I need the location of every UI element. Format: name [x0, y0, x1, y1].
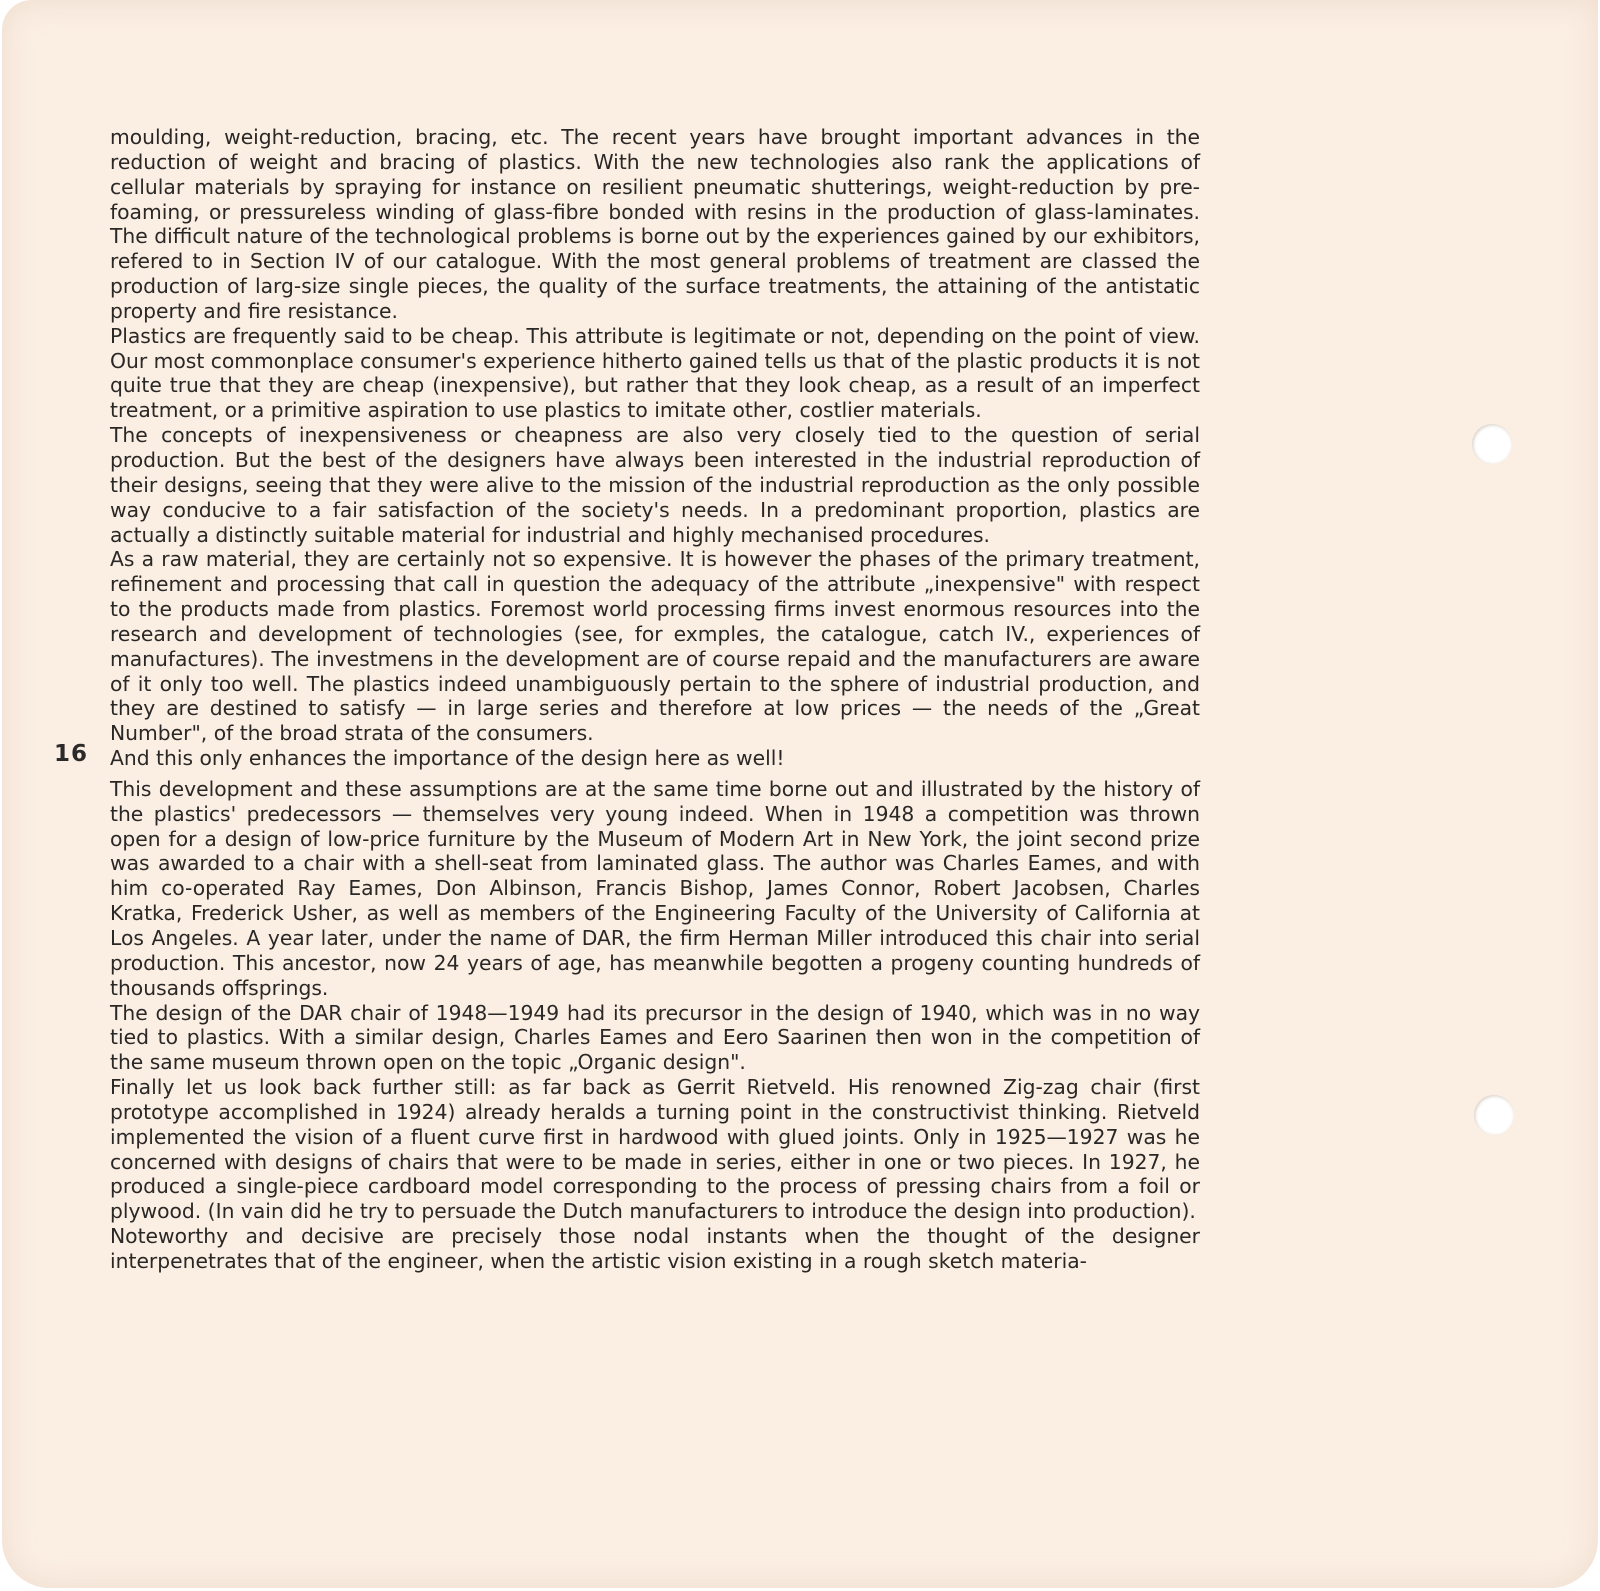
- paragraph-serial-production: The concepts of inexpensiveness or cheapness are also very closely tied to the question of serial production. But the best of the designers have always been interested in the industrial reproduction of their designs, seeing that they were alive to the mission of the industrial reproduction as the only possible way conducive to a fair satisfaction of the society's needs. In a predominant proportion, plastics are actually a distinctly suitable material for industrial and highly mechanised procedures.: [110, 423, 1200, 547]
- page-sheet: [2, 0, 1598, 1588]
- paragraph-raw-material: As a raw material, they are certainly not so expensive. It is however the phases of the primary treatment, refinement and processing that call in question the adequacy of the attribute „inexpensive" with respect to the products made from plastics. Foremost world processing firms invest enormous resources into the research and development of technologies (see, for exmples, the catalogue, catch IV., experiences of manufactures). The investmens in the development are of course repaid and the manufacturers are aware of it only too well. The plastics indeed unambiguously pertain to the sphere of industrial production, and they are destined to satisfy — in large series and therefore at low prices — the needs of the „Great Number", of the broad strata of the consumers.: [110, 547, 1200, 746]
- paragraph-dar-chair: The design of the DAR chair of 1948—1949 had its precursor in the design of 1940, which was in no way tied to plastics. With a similar design, Charles Eames and Eero Saarinen then won in the competition of the same museum thrown open on the topic „Organic design".: [110, 1000, 1200, 1075]
- punch-hole-top: [1472, 424, 1512, 464]
- punch-hole-bottom: [1474, 1095, 1514, 1135]
- paragraph-nodal-instants: Noteworthy and decisive are precisely those nodal instants when the thought of the designer interpenetrates that of the engineer, when the artistic vision existing in a rough sketch materia-: [110, 1224, 1200, 1273]
- paragraph-cheap: Plastics are frequently said to be cheap. This attribute is legitimate or not, depending on the point of view. Our most commonplace consumer's experience hitherto gained tells us that of the plastic products it is not quite true that they are cheap (inexpensive), but rather that they look cheap, as a result of an imperfect treatment, or a primitive aspiration to use plastics to imitate other, costlier materials.: [110, 323, 1200, 423]
- paragraph-moulding: moulding, weight-reduction, bracing, etc. The recent years have brought important advances in the reduction of weight and bracing of plastics. With the new technologies also rank the applications of cellular materials by spraying for instance on resilient pneumatic shutterings, weight-reduction by pre-foaming, or pressureless winding of glass-fibre bonded with resins in the production of glass-laminates. The difficult nature of the technological problems is borne out by the experiences gained by our exhibitors, refered to in Section IV of our catalogue. With the most general problems of treatment are classed the production of larg-size single pieces, the quality of the surface treatments, the attaining of the antistatic property and fire resistance.: [110, 125, 1200, 323]
- body-text: [110, 125, 1200, 1274]
- paragraph-design-importance: And this only enhances the importance of the design here as well!: [110, 746, 785, 771]
- paragraph-rietveld: Finally let us look back further still: as far back as Gerrit Rietveld. His renowned Zig-zag chair (first prototype accomplished in 1924) already heralds a turning point in the constructivist thinking. Rietveld implemented the vision of a fluent curve first in hardwood with glued joints. Only in 1925—1927 was he concerned with designs of chairs that were to be made in series, either in one or two pieces. In 1927, he produced a single-piece cardboard model corresponding to the process of pressing chairs from a foil or plywood. (In vain did he try to persuade the Dutch manufacturers to introduce the design into production).: [110, 1075, 1200, 1224]
- paragraph-history: This development and these assumptions are at the same time borne out and illustrated by the history of the plastics' predecessors — themselves very young indeed. When in 1948 a competition was thrown open for a design of low-price furniture by the Museum of Modern Art in New York, the joint second prize was awarded to a chair with a shell-seat from laminated glass. The author was Charles Eames, and with him co-operated Ray Eames, Don Albinson, Francis Bishop, James Connor, Robert Jacobsen, Charles Kratka, Frederick Usher, as well as members of the Engineering Faculty of the University of California at Los Angeles. A year later, under the name of DAR, the firm Herman Miller introduced this chair into serial production. This ancestor, now 24 years of age, has meanwhile begotten a progeny counting hundreds of thousands offsprings.: [110, 776, 1200, 1000]
- page-number: 16: [54, 741, 89, 767]
